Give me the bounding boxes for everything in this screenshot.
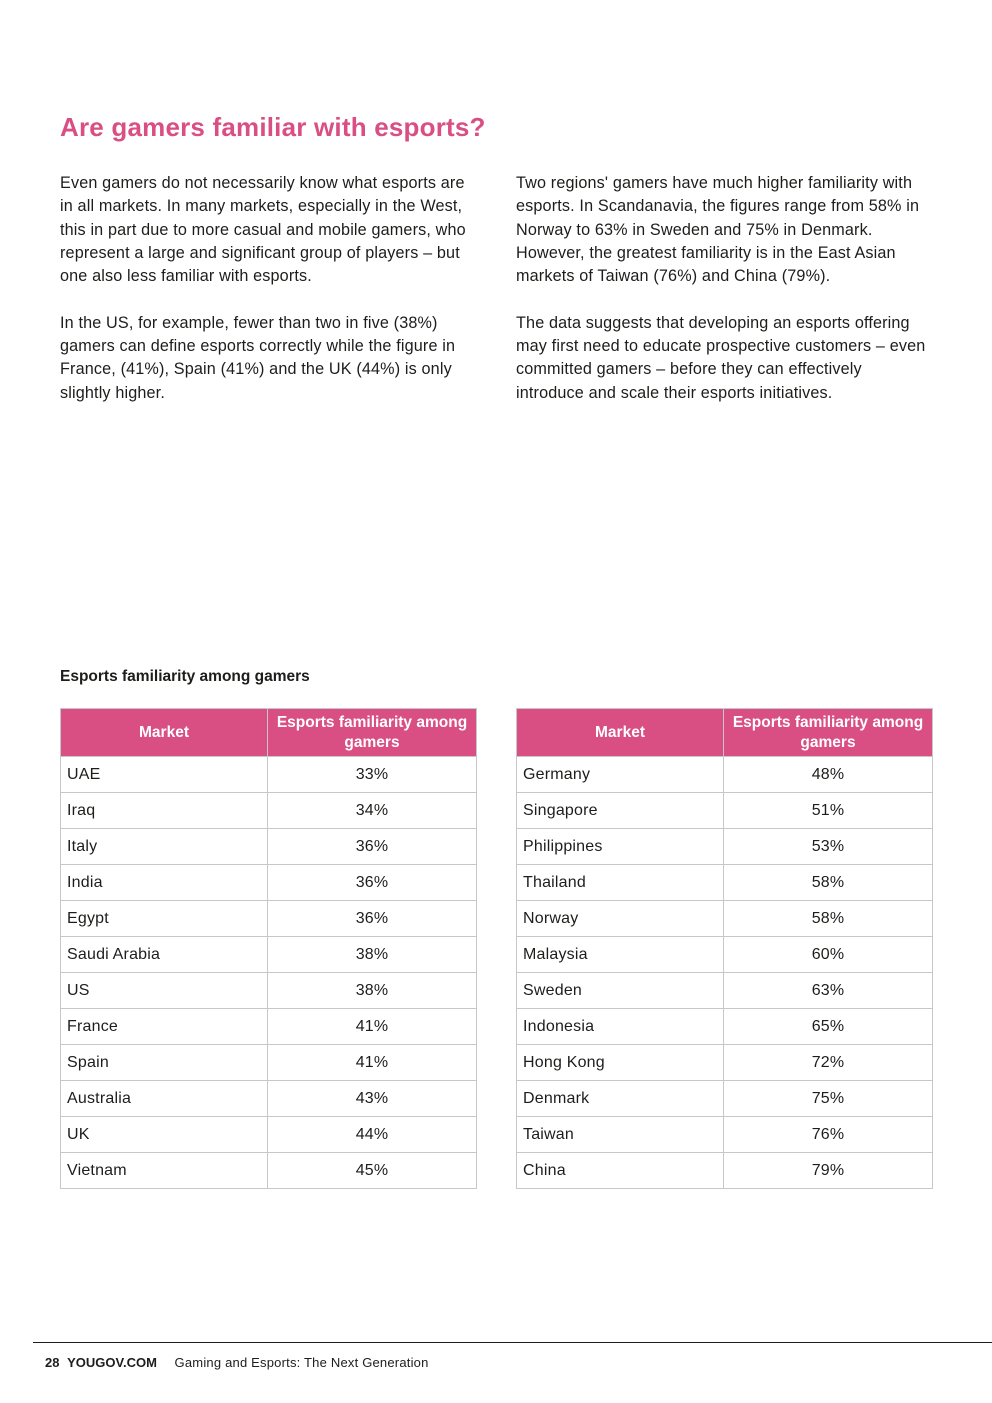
paragraph: The data suggests that developing an esports offering may first need to educate prospective customers – even committed gamers – before they can effectively introduce and scale their esports initiatives. [516,313,926,402]
market-cell: Singapore [517,793,724,829]
report-title: Gaming and Esports: The Next Generation [174,1355,429,1370]
market-cell: Malaysia [517,937,724,973]
market-cell: Indonesia [517,1009,724,1045]
familiarity-value-cell: 38% [268,937,477,973]
table-row [517,1081,933,1117]
market-cell: Germany [517,757,724,793]
paragraph: Two regions' gamers have much higher familiarity with esports. In Scandanavia, the figures range from 58% in Norway to 63% in Sweden and 75% in Denmark. However, the greatest familiarity is in the East Asian markets of Taiwan (76%) and China (79%). [516,174,920,286]
table-header-row [61,709,477,757]
familiarity-value-cell: 43% [268,1081,477,1117]
table-row [517,937,933,973]
familiarity-value-cell: 60% [724,937,933,973]
familiarity-value-cell: 65% [724,1009,933,1045]
market-cell: Hong Kong [517,1045,724,1081]
paragraph: In the US, for example, fewer than two in five (38%) gamers can define esports correctly while the figure in France, (41%), Spain (41%) and the UK (44%) is only slightly higher. [60,313,456,402]
table-row [61,973,477,1009]
market-cell: Australia [61,1081,268,1117]
market-cell: Thailand [517,865,724,901]
familiarity-value-cell: 58% [724,901,933,937]
table-title: Esports familiarity among gamers [60,668,310,685]
column-header-familiarity: Esports familiarity among gamers [724,709,933,757]
market-cell: Norway [517,901,724,937]
market-cell: India [61,865,268,901]
column-header-market: Market [61,709,268,757]
familiarity-value-cell: 72% [724,1045,933,1081]
paragraph: Even gamers do not necessarily know what esports are in all markets. In many markets, especially in the West, this in part due to more casual and mobile gamers, who represent a large and significant group of players – but one also less familiar with esports. [60,174,466,286]
familiarity-value-cell: 53% [724,829,933,865]
familiarity-value-cell: 33% [268,757,477,793]
page-number: 28 [45,1355,60,1370]
footer-divider [33,1342,992,1343]
familiarity-value-cell: 41% [268,1009,477,1045]
text-column-left [60,172,478,428]
table-row [517,757,933,793]
page-title: Are gamers familiar with esports? [60,112,486,142]
table-row [61,1045,477,1081]
text-column-right [516,172,934,428]
market-cell: China [517,1153,724,1189]
familiarity-value-cell: 75% [724,1081,933,1117]
market-cell: Philippines [517,829,724,865]
familiarity-value-cell: 34% [268,793,477,829]
familiarity-value-cell: 51% [724,793,933,829]
market-cell: Egypt [61,901,268,937]
familiarity-value-cell: 76% [724,1117,933,1153]
market-cell: Saudi Arabia [61,937,268,973]
familiarity-value-cell: 36% [268,901,477,937]
familiarity-value-cell: 38% [268,973,477,1009]
table-row [517,1153,933,1189]
site-name: YOUGOV.COM [67,1355,157,1370]
table-row [61,937,477,973]
market-cell: UK [61,1117,268,1153]
familiarity-value-cell: 58% [724,865,933,901]
market-cell: Iraq [61,793,268,829]
table-row [61,829,477,865]
table-row [61,1153,477,1189]
market-cell: Denmark [517,1081,724,1117]
market-cell: Spain [61,1045,268,1081]
table-row [61,1009,477,1045]
table-row [517,1045,933,1081]
table-row [61,757,477,793]
table-row [517,865,933,901]
table-row [517,793,933,829]
familiarity-table-left [60,708,477,1189]
market-cell: Taiwan [517,1117,724,1153]
familiarity-value-cell: 36% [268,829,477,865]
market-cell: Vietnam [61,1153,268,1189]
table-row [61,865,477,901]
familiarity-value-cell: 45% [268,1153,477,1189]
market-cell: France [61,1009,268,1045]
familiarity-value-cell: 79% [724,1153,933,1189]
column-header-market: Market [517,709,724,757]
familiarity-table-right [516,708,933,1189]
market-cell: Italy [61,829,268,865]
table-row [517,829,933,865]
table-row [517,901,933,937]
familiarity-value-cell: 36% [268,865,477,901]
column-header-familiarity: Esports familiarity among gamers [268,709,477,757]
familiarity-value-cell: 44% [268,1117,477,1153]
table-row [517,1009,933,1045]
market-cell: Sweden [517,973,724,1009]
table-row [61,901,477,937]
table-row [517,973,933,1009]
table-row [517,1117,933,1153]
table-row [61,793,477,829]
familiarity-value-cell: 63% [724,973,933,1009]
table-row [61,1117,477,1153]
market-cell: UAE [61,757,268,793]
familiarity-value-cell: 41% [268,1045,477,1081]
page-footer [45,1355,429,1370]
table-header-row [517,709,933,757]
table-row [61,1081,477,1117]
familiarity-value-cell: 48% [724,757,933,793]
market-cell: US [61,973,268,1009]
